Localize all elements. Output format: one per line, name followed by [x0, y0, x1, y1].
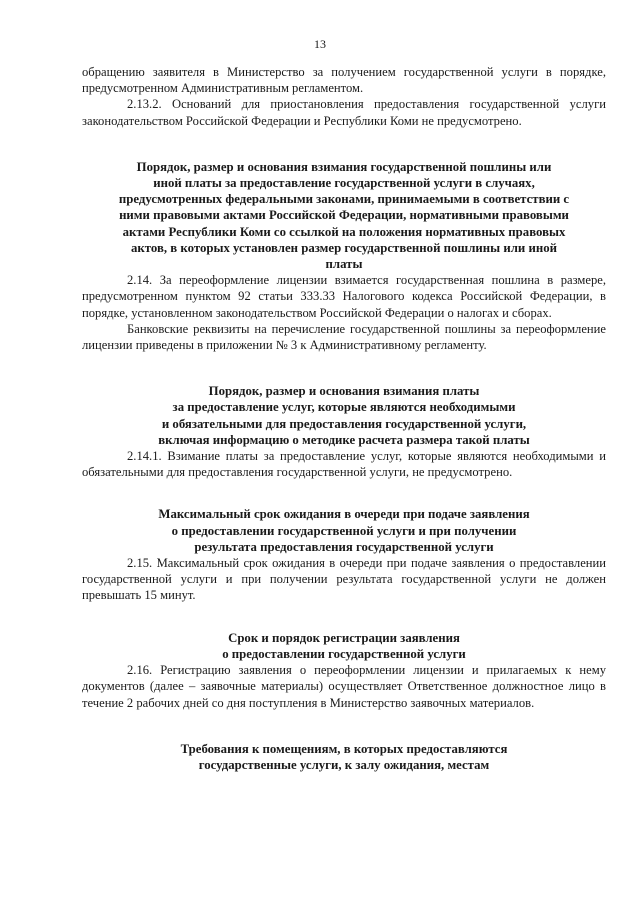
section-heading-line: иной платы за предоставление государственной услуги в случаях, — [153, 176, 535, 191]
section-heading-line: включая информацию о методике расчета размера такой платы — [158, 432, 530, 447]
section-heading-line: Срок и порядок регистрации заявления — [228, 630, 460, 645]
section-heading-line: государственные услуги, к залу ожидания, местам — [198, 757, 490, 772]
section-heading — [82, 506, 606, 555]
paragraph: 2.14.1. Взимание платы за предоставление услуг, которые являются необходимыми и обязательными для предоставления государственной услуги, не предусмотрено. — [82, 449, 606, 480]
section-heading-line: Требования к помещениям, в которых предоставляются — [180, 741, 508, 756]
paragraph: 2.13.2. Оснований для приостановления предоставления государственной услуги законодательством Российской Федерации и Республики Коми не предусмотрено. — [82, 97, 606, 128]
section-heading-line: за предоставление услуг, которые являются необходимыми — [172, 400, 516, 415]
section-heading-line: Порядок, размер и основания взимания платы — [208, 384, 480, 399]
section-heading-line: актами Республики Коми со ссылкой на положения нормативных правовых — [122, 224, 566, 239]
section-heading-line: ними правовыми актами Российской Федерации, нормативными правовыми — [119, 208, 569, 223]
section-heading-line: Порядок, размер и основания взимания государственной пошлины или — [136, 159, 552, 174]
section-heading-line: результата предоставления государственной услуги — [194, 539, 494, 554]
section-heading-line: актов, в которых установлен размер государственной пошлины или иной — [131, 240, 557, 255]
paragraph: 2.15. Максимальный срок ожидания в очереди при подаче заявления о предоставлении государственной услуги и при получении результата государственной услуги не должен превышать 15 минут. — [82, 556, 606, 603]
paragraph: 2.14. За переоформление лицензии взимается государственная пошлина в размере, предусмотренном пунктом 92 статьи 333.33 Налогового кодекса Российской Федерации, в порядке, установленном законодательством Российской Федерации о налогах и сборах. — [82, 273, 606, 320]
paragraph: Банковские реквизиты на перечисление государственной пошлины за переоформление лицензии приведены в приложении № 3 к Административному регламенту. — [82, 321, 606, 353]
section-spacer — [82, 604, 606, 630]
section-heading-line: Максимальный срок ожидания в очереди при подаче заявления — [158, 507, 530, 522]
section-heading-line: предусмотренных федеральными законами, принимаемыми в соответствии с — [118, 192, 570, 207]
section-heading — [82, 383, 606, 448]
section-heading — [82, 630, 606, 662]
section-heading — [82, 741, 606, 773]
page-number: 13 — [314, 37, 326, 51]
paragraph: обращению заявителя в Министерство за получением государственной услуги в порядке, предусмотренном Административным регламентом. — [82, 65, 606, 96]
section-heading — [82, 159, 606, 272]
section-spacer — [82, 129, 606, 159]
paragraph: 2.16. Регистрацию заявления о переоформлении лицензии и прилагаемых к нему документов (далее – заявочные материалы) осуществляет Ответственное должностное лицо в течение 2 рабочих дней со дня поступления в Министерство заявочных материалов. — [82, 663, 606, 710]
section-spacer — [82, 353, 606, 383]
document-body — [82, 64, 606, 773]
section-spacer — [82, 711, 606, 741]
section-spacer — [82, 480, 606, 506]
section-heading-line: о предоставлении государственной услуги и при получении — [171, 523, 517, 538]
section-heading-line: о предоставлении государственной услуги — [222, 646, 466, 661]
section-heading-line: платы — [325, 257, 363, 272]
section-heading-line: и обязательными для предоставления государственной услуги, — [161, 416, 527, 431]
